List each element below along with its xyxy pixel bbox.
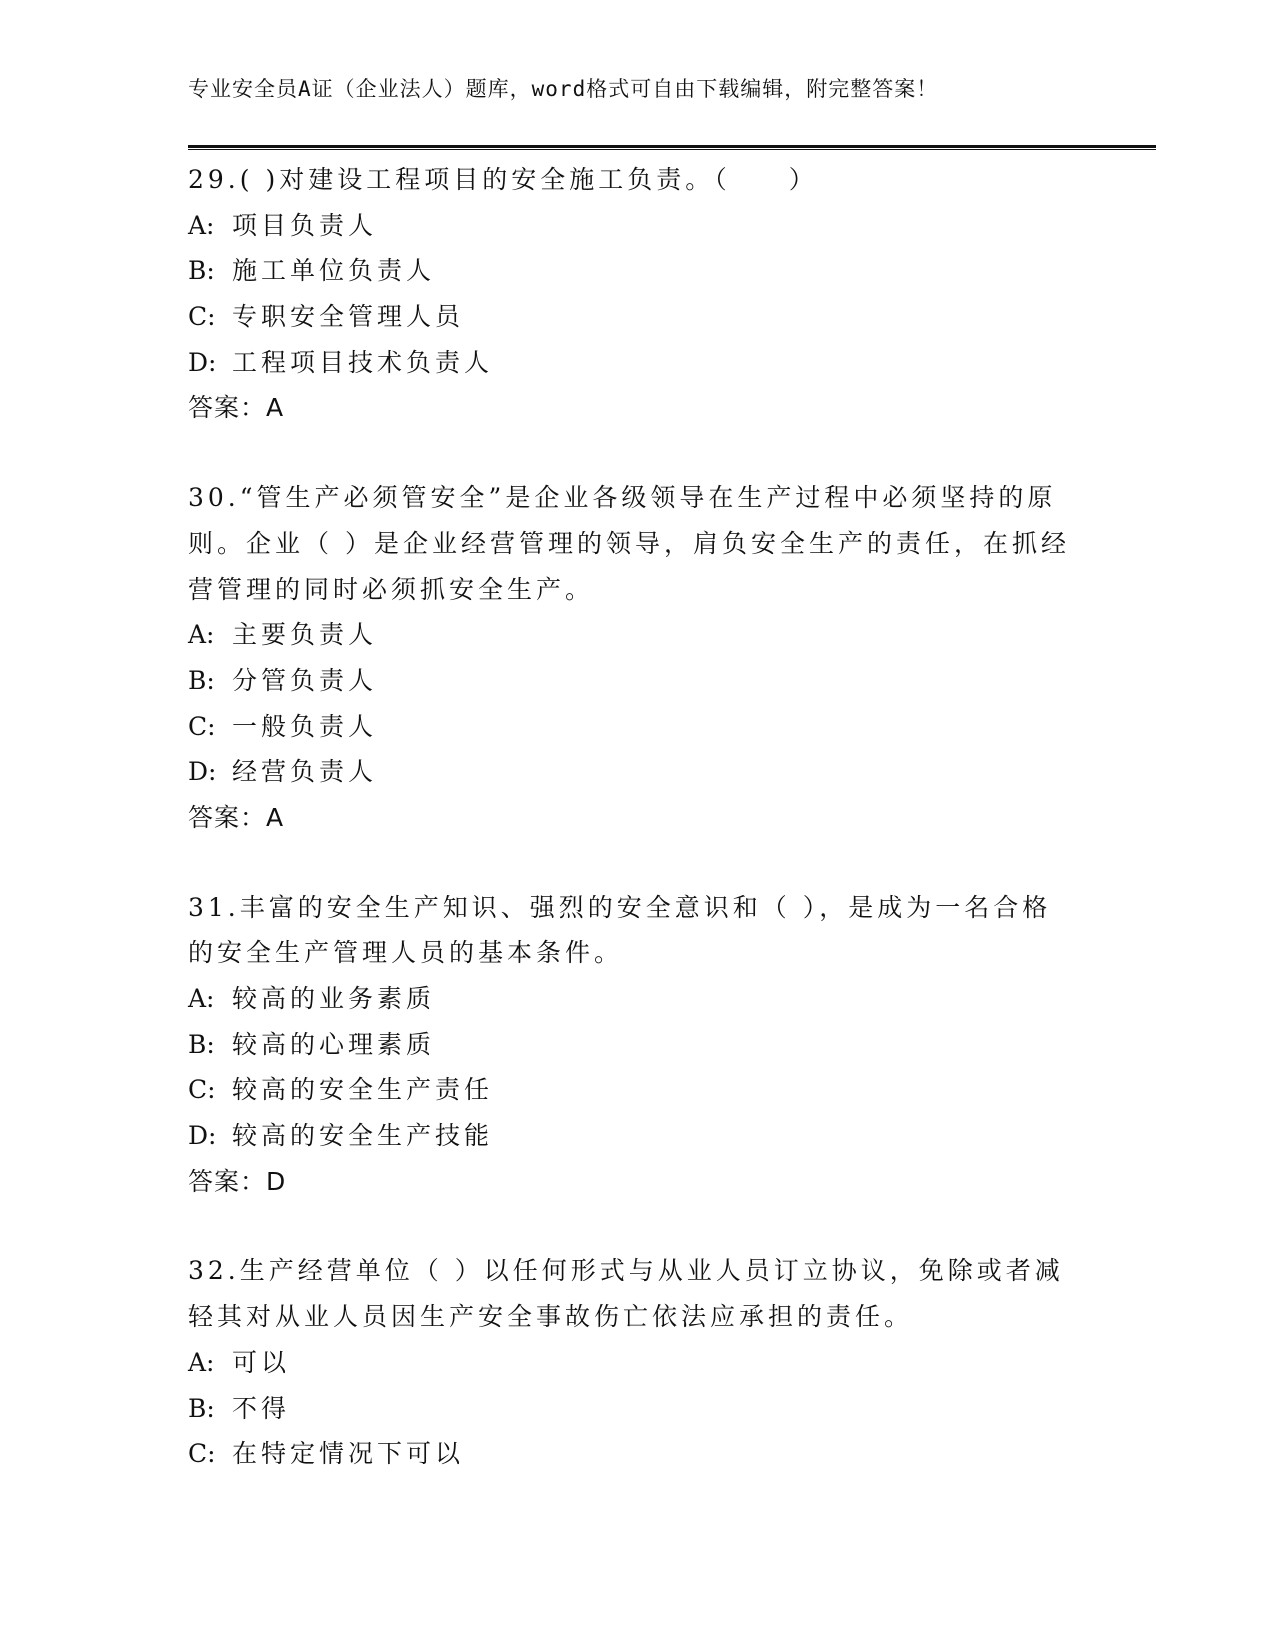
answer-line: 答案：D [188,1166,287,1196]
option-c [188,704,1088,750]
option-d [188,340,1088,386]
question-list [188,157,1088,1521]
option-key: A: [188,210,215,240]
option-a [188,1340,1088,1386]
option-text: 主要负责人 [232,620,378,650]
question-stem-line: 29.( )对建设工程项目的安全施工负责。（ ） [188,165,818,194]
option-b [188,1022,1088,1068]
option-text: 经营负责人 [232,757,378,787]
page-header: 专业安全员A证（企业法人）题库，word格式可自由下载编辑，附完整答案！ [188,77,939,101]
option-text: 较高的业务素质 [232,984,436,1013]
header-divider [188,145,1156,150]
question-stem-line: 31.丰富的安全生产知识、强烈的安全意识和（ ），是成为一名合格 [188,892,1052,922]
option-text: 专职安全管理人员 [232,302,465,332]
question-stem-line: 营管理的同时必须抓安全生产。 [188,574,595,604]
option-key: B: [188,665,215,695]
option-c [188,1067,1088,1113]
question-30 [188,475,1088,841]
question-stem-line: 轻其对从业人员因生产安全事故伤亡依法应承担的责任。 [188,1302,914,1332]
option-a [188,203,1088,249]
option-text: 较高的安全生产责任 [232,1075,494,1105]
option-text: 较高的心理素质 [232,1029,436,1059]
option-a [188,976,1088,1022]
option-key: C: [188,302,216,332]
question-stem-line: 30.“管生产必须管安全”是企业各级领导在生产过程中必须坚持的原 [188,483,1057,513]
option-key: C: [188,1439,216,1469]
option-key: A: [188,1347,215,1377]
option-key: D: [188,1121,217,1151]
option-text: 在特定情况下可以 [232,1439,465,1469]
option-b [188,658,1088,704]
option-key: D: [188,757,217,787]
option-key: B: [188,1393,215,1423]
option-d [188,1113,1088,1159]
question-32 [188,1248,1088,1476]
question-29 [188,157,1088,431]
option-text: 项目负责人 [232,210,378,240]
option-key: B: [188,1029,215,1059]
question-stem-line: 32.生产经营单位（ ）以任何形式与从业人员订立协议，免除或者减 [188,1256,1064,1286]
option-d [188,749,1088,795]
question-stem-line: 的安全生产管理人员的基本条件。 [188,938,624,968]
option-text: 不得 [232,1393,291,1423]
option-key: C: [188,711,216,741]
answer-line: 答案：A [188,393,285,423]
option-key: C: [188,1075,216,1105]
option-text: 分管负责人 [232,665,378,695]
option-b [188,248,1088,294]
option-key: A: [188,984,215,1013]
option-text: 工程项目技术负责人 [232,347,494,377]
option-a [188,612,1088,658]
question-stem-line: 则。企业（ ）是企业经营管理的领导，肩负安全生产的责任，在抓经 [188,528,1070,558]
option-text: 一般负责人 [232,711,378,741]
option-key: D: [188,347,217,377]
option-c [188,294,1088,340]
answer-line: 答案：A [188,802,285,832]
question-31 [188,885,1088,1205]
option-c [188,1431,1088,1477]
option-b [188,1386,1088,1432]
option-key: B: [188,256,215,286]
option-text: 可以 [232,1347,291,1377]
option-text: 施工单位负责人 [232,256,436,286]
option-text: 较高的安全生产技能 [232,1121,494,1151]
option-key: A: [188,620,215,650]
